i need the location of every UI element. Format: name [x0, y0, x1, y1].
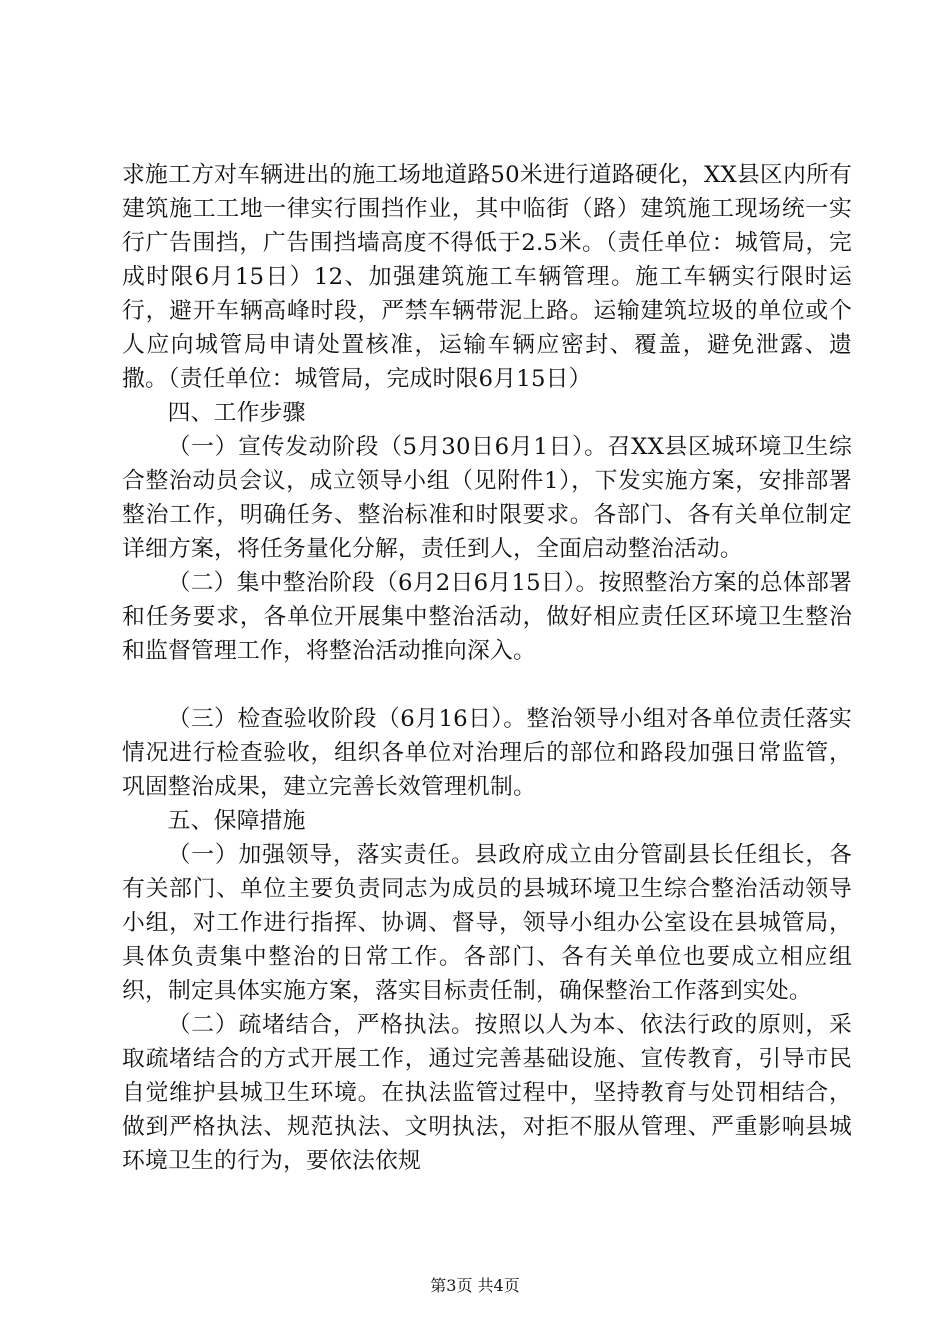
section-heading-safeguards: 五、保障措施	[167, 808, 306, 834]
section-heading-work-steps: 四、工作步骤	[167, 400, 306, 426]
paragraph-safeguard-leadership: （一）加强领导，落实责任。县政府成立由分管副县长任组长，各有关部门、单位主要负责同志为成员的县城环境卫生综合整治活动领导小组，对工作进行指挥、协调、督导，领导小组办公室设在县城管局，具体负责集中整治的日常工作。各部门、各有关单位也要成立相应组织，制定具体实施方案，落实目标责任制，确保整治工作落到实处。	[122, 842, 852, 1004]
paragraph-stage-inspection: （三）检查验收阶段（6月16日）。整治领导小组对各单位责任落实情况进行检查验收，组织各单位对治理后的部位和路段加强日常监管，巩固整治成果，建立完善长效管理机制。	[122, 706, 852, 800]
paragraph-stage-concentrated: （二）集中整治阶段（6月2日6月15日）。按照整治方案的总体部署和任务要求，各单位开展集中整治活动，做好相应责任区环境卫生整治和监督管理工作，将整治活动推向深入。	[122, 570, 852, 664]
paragraph-construction-measures: 求施工方对车辆进出的施工场地道路50米进行道路硬化，XX县区内所有建筑施工工地一律实行围挡作业，其中临街（路）建筑施工现场统一实行广告围挡，广告围挡墙高度不得低于2.5米。（责任单位：城管局，完成时限6月15日）12、加强建筑施工车辆管理。施工车辆实行限时运行，避开车辆高峰时段，严禁车辆带泥上路。运输建筑垃圾的单位或个人应向城管局申请处置核准，运输车辆应密封、覆盖，避免泄露、遗撒。（责任单位：城管局，完成时限6月15日）	[122, 162, 852, 392]
paragraph-stage-publicity: （一）宣传发动阶段（5月30日6月1日）。召XX县区城环境卫生综合整治动员会议，成立领导小组（见附件1），下发实施方案，安排部署整治工作，明确任务、整治标准和时限要求。各部门、各有关单位制定详细方案，将任务量化分解，责任到人，全面启动整治活动。	[122, 434, 852, 562]
paragraph-safeguard-enforcement: （二）疏堵结合，严格执法。按照以人为本、依法行政的原则，采取疏堵结合的方式开展工作，通过完善基础设施、宣传教育，引导市民自觉维护县城卫生环境。在执法监管过程中，坚持教育与处罚相结合，做到严格执法、规范执法、文明执法，对拒不服从管理、严重影响县城环境卫生的行为，要依法依规	[122, 1012, 852, 1174]
page-number-label: 第3页 共4页	[430, 1276, 520, 1295]
page-footer	[0, 1276, 950, 1296]
document-body	[122, 158, 852, 1178]
